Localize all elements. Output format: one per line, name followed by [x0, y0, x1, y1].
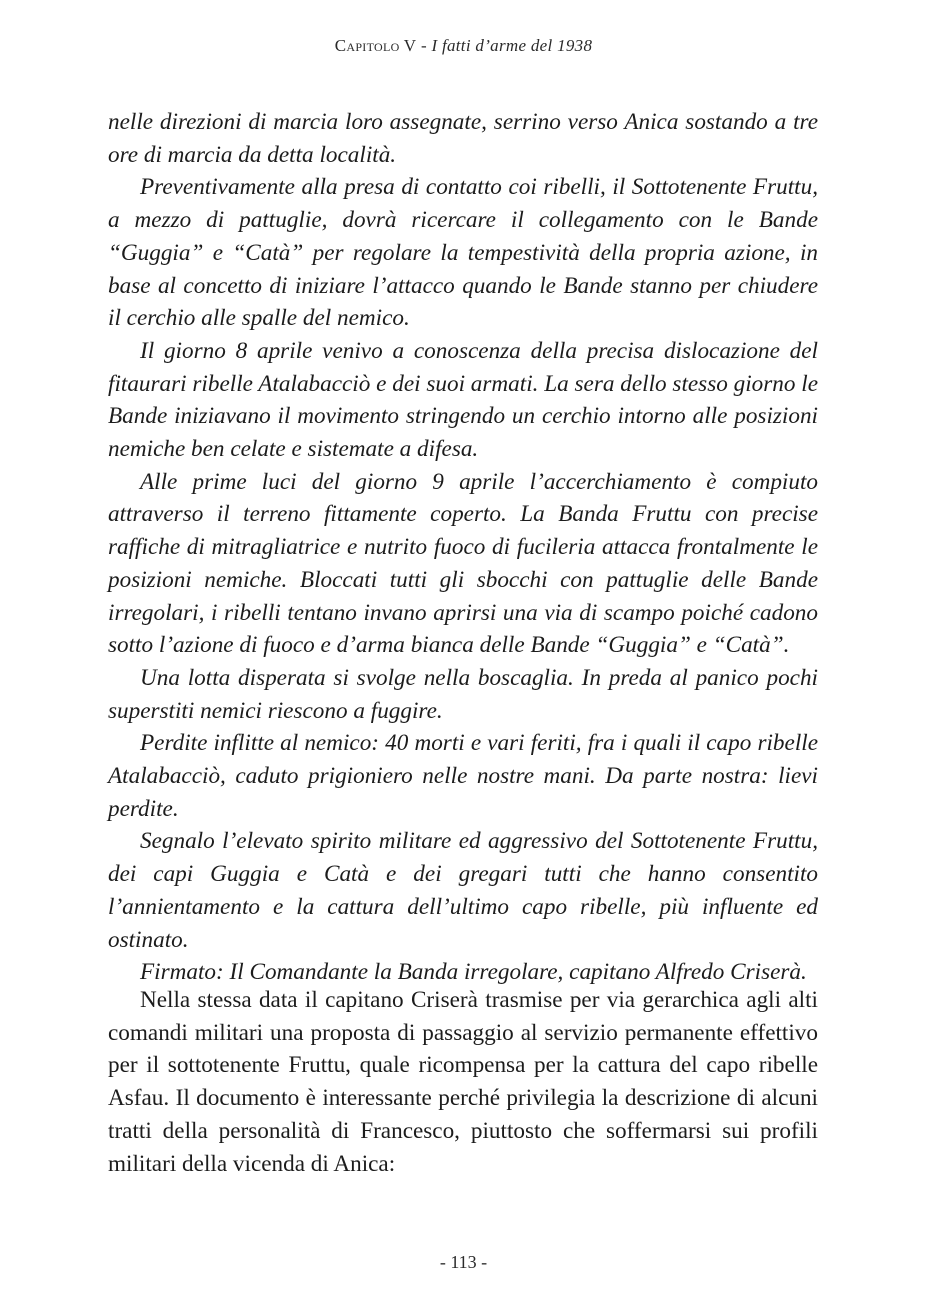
- page-number: - 113 -: [439, 1252, 488, 1272]
- quoted-report: [108, 106, 818, 989]
- running-head: [0, 36, 927, 56]
- quote-paragraph-5: Una lotta disperata si svolge nella boscaglia. In preda al panico pochi superstiti nemici riescono a fuggire.: [108, 664, 818, 724]
- quote-paragraph-6: Perdite inflitte al nemico: 40 morti e vari feriti, fra i quali il capo ribelle Atalabacciò, caduto prigioniero nelle nostre mani. Da parte nostra: lievi perdite.: [108, 730, 818, 822]
- chapter-label: Capitolo V: [334, 36, 417, 55]
- quote-paragraph-7: Segnalo l’elevato spirito militare ed aggressivo del Sottotenente Fruttu, dei capi Guggia e Catà e dei gregari tutti che hanno consentito l’annientamento e la cattura dell’ultimo capo ribelle, più influente ed ostinato.: [108, 828, 818, 953]
- quote-paragraph-4: Alle prime luci del giorno 9 aprile l’accerchiamento è compiuto attraverso il terreno fittamente coperto. La Banda Fruttu con precise raffiche di mitragliatrice e nutrito fuoco di fucileria attacca frontalmente le posizioni nemiche. Bloccati tutti gli sbocchi con pattuglie delle Bande irregolari, i ribelli tentano invano aprirsi una via di scampo poiché cadono sotto l’azione di fuoco e d’arma bianca delle Bande “Guggia” e “Catà”.: [108, 468, 818, 659]
- body-text: [108, 984, 818, 1180]
- body-paragraph: Nella stessa data il capitano Criserà trasmise per via gerarchica agli alti comandi militari una proposta di passaggio al servizio permanente effettivo per il sottotenente Fruttu, quale ricompensa per la cattura del capo ribelle Asfau. Il documento è interessante perché privilegia la descrizione di alcuni tratti della personalità di Francesco, piuttosto che soffermarsi sui profili militari della vicenda di Anica:: [108, 987, 818, 1177]
- quote-signature: Firmato: Il Comandante la Banda irregolare, capitano Alfredo Criserà.: [140, 959, 807, 986]
- quote-paragraph-1: nelle direzioni di marcia loro assegnate, serrino verso Anica sostando a tre ore di marcia da detta località.: [108, 109, 818, 168]
- header-separator: -: [416, 36, 432, 55]
- chapter-title: I fatti d’arme del 1938: [431, 36, 593, 55]
- quote-paragraph-2: Preventivamente alla presa di contatto coi ribelli, il Sottotenente Fruttu, a mezzo di pattuglie, dovrà ricercare il collegamento con le Bande “Guggia” e “Catà” per regolare la tempestività della propria azione, in base al concetto di iniziare l’attacco quando le Bande stanno per chiudere il cerchio alle spalle del nemico.: [108, 174, 818, 332]
- quote-paragraph-3: Il giorno 8 aprile venivo a conoscenza della precisa dislocazione del fitaurari ribelle Atalabacciò e dei suoi armati. La sera dello stesso giorno le Bande iniziavano il movimento stringendo un cerchio intorno alle posizioni nemiche ben celate e sistemate a difesa.: [108, 337, 818, 463]
